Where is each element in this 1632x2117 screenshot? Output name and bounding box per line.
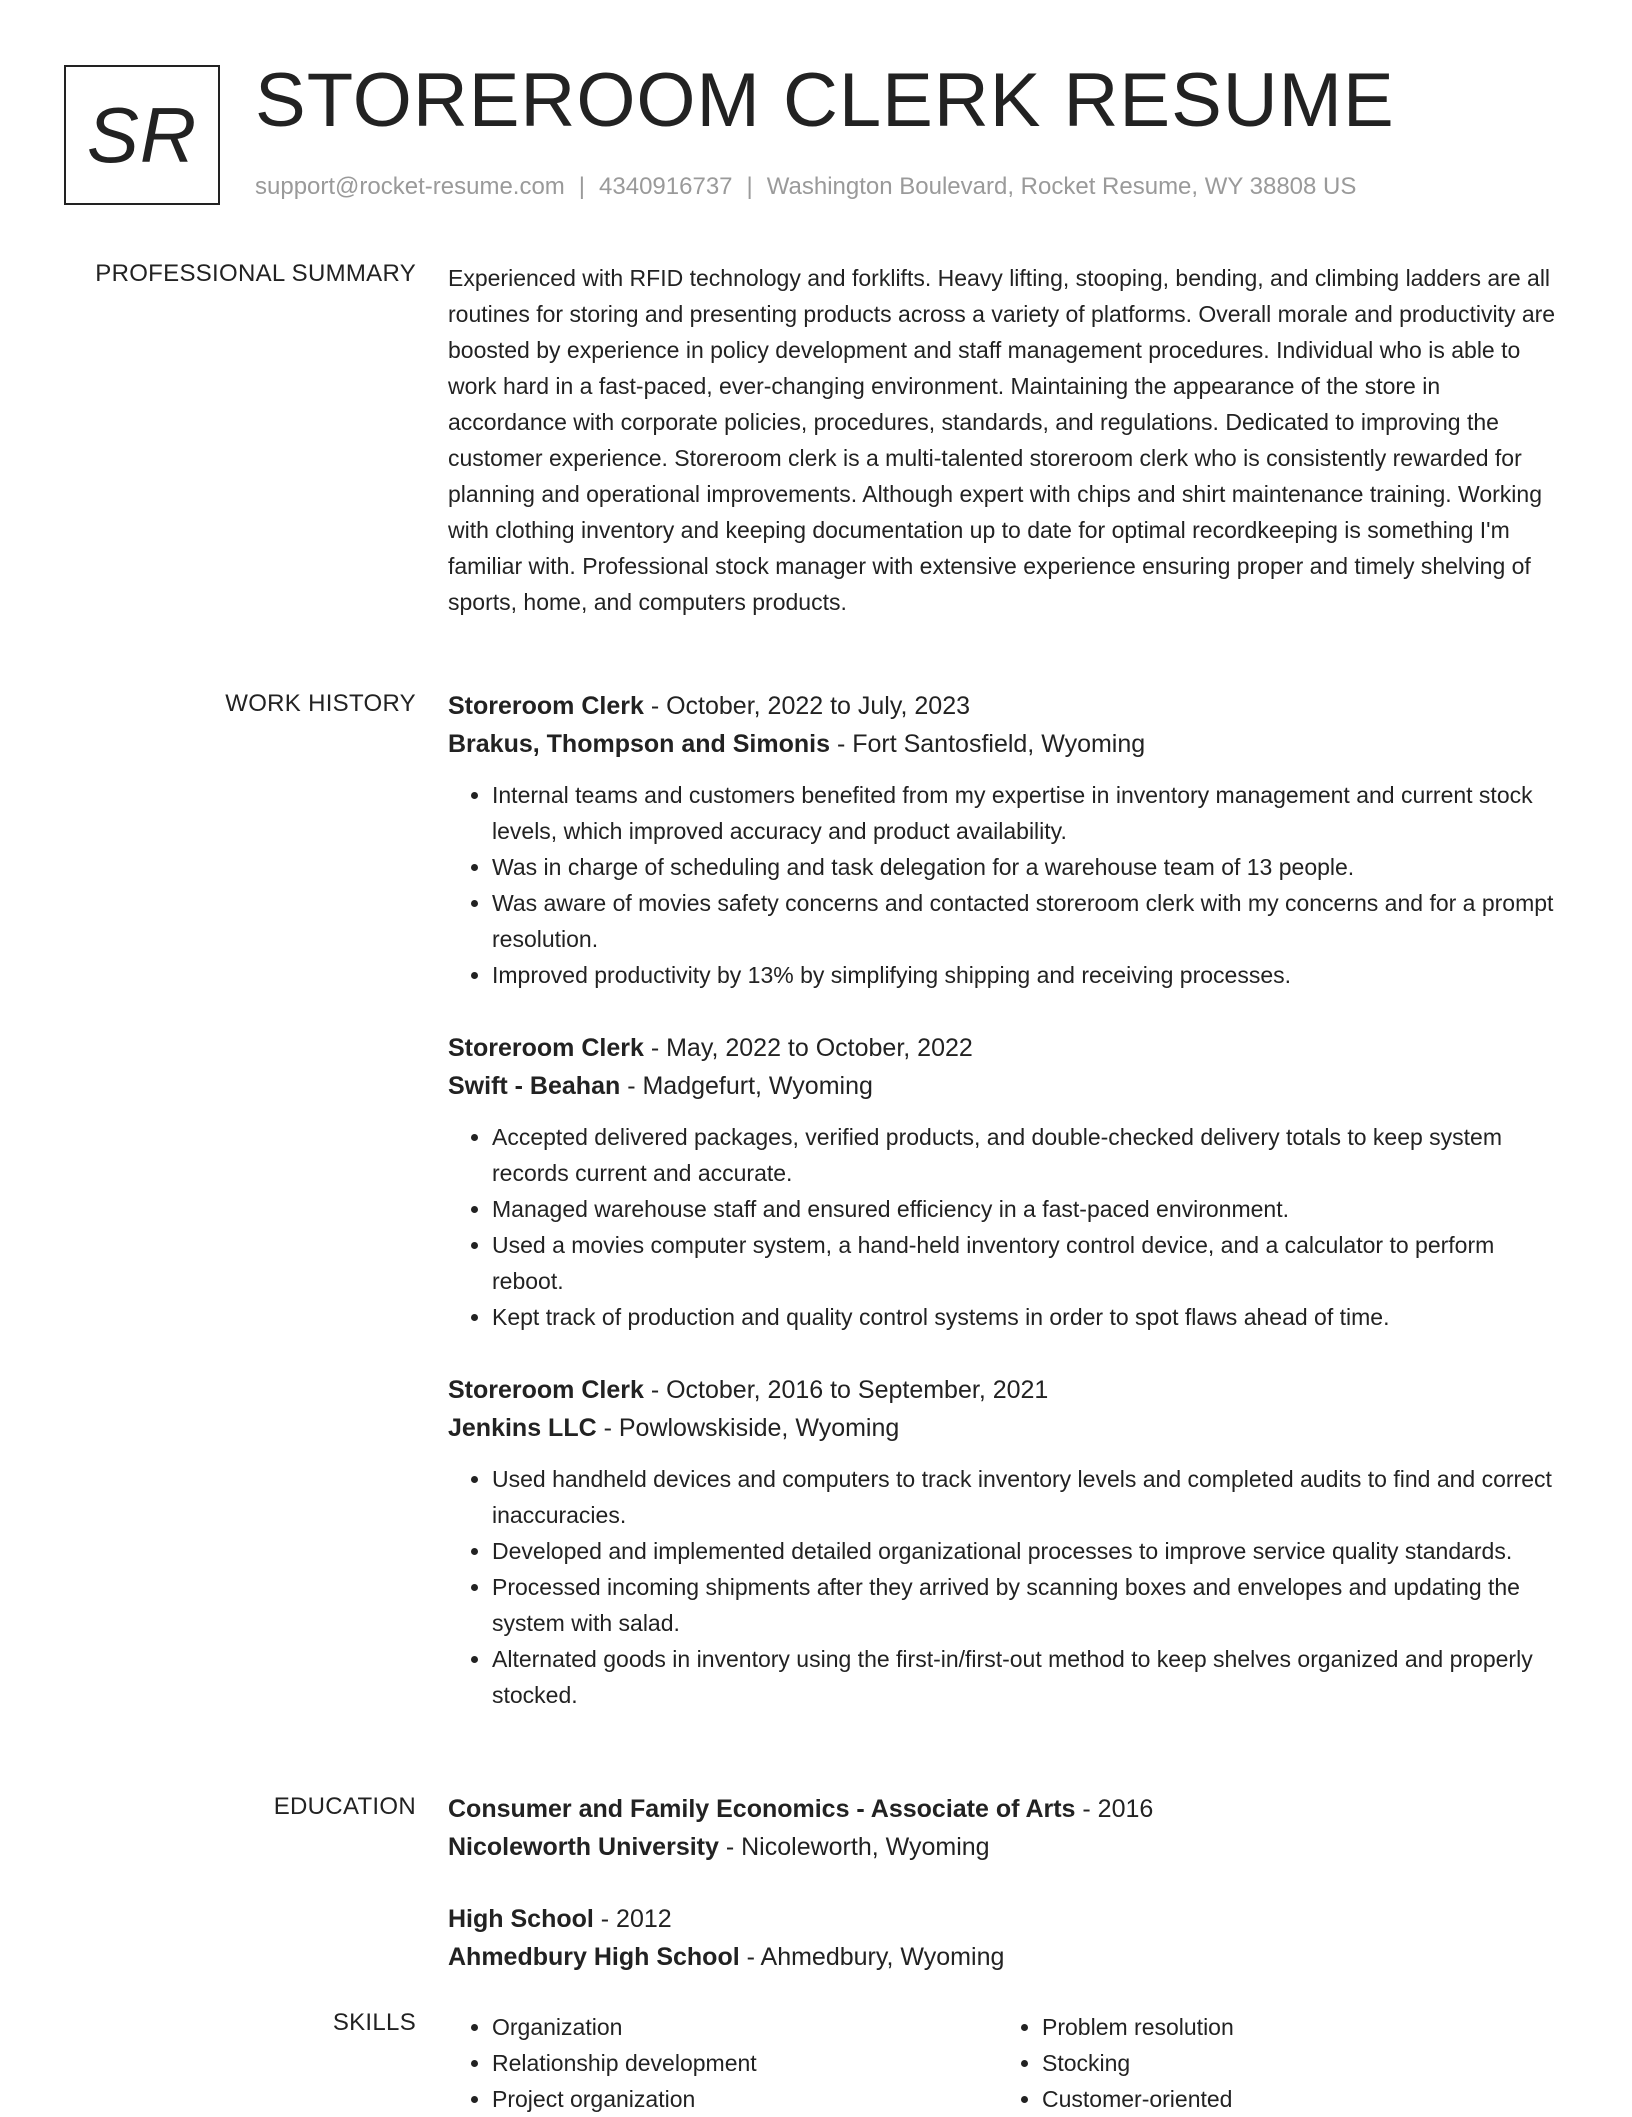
- job-bullets: [448, 777, 1564, 993]
- education-school-line: [448, 1828, 1564, 1866]
- job-bullet: • Kept track of production and quality control systems in order to spot flaws ahead of time.: [492, 1299, 1564, 1335]
- contact-line: [255, 173, 1356, 201]
- job-entry: [448, 1371, 1564, 1713]
- job-bullet: • Used a movies computer system, a hand-held inventory control device, and a calculator to perform reboot.: [492, 1227, 1564, 1299]
- education-school: Nicoleworth University: [448, 1833, 719, 1861]
- skill-item: • Stocking: [1042, 2045, 1548, 2081]
- job-title: Storeroom Clerk: [448, 692, 644, 720]
- job-title: Storeroom Clerk: [448, 1034, 644, 1062]
- education-degree: Consumer and Family Economics - Associate of Arts: [448, 1795, 1076, 1823]
- contact-address: Washington Boulevard, Rocket Resume, WY 38808 US: [766, 173, 1357, 200]
- education-year: - 2016: [1075, 1795, 1154, 1823]
- education-location: - Ahmedbury, Wyoming: [739, 1943, 1005, 1971]
- job-bullet: • Was aware of movies safety concerns and contacted storeroom clerk with my concerns and for a prompt resolution.: [492, 885, 1564, 957]
- skill-item: • Customer-oriented: [1042, 2081, 1548, 2117]
- education-degree-line: [448, 1790, 1564, 1828]
- job-bullet: • Developed and implemented detailed organizational processes to improve service quality standards.: [492, 1533, 1564, 1569]
- job-bullet: • Managed warehouse staff and ensured efficiency in a fast-paced environment.: [492, 1191, 1564, 1227]
- resume-header: [64, 58, 1584, 215]
- job-location: - Powlowskiside, Wyoming: [596, 1414, 900, 1442]
- education-entry: [448, 1790, 1564, 1866]
- education-entry: [448, 1900, 1564, 1976]
- work-history-body: [448, 687, 1564, 1749]
- contact-separator: |: [746, 173, 753, 200]
- job-title-line: [448, 1371, 1564, 1409]
- job-bullet: • Processed incoming shipments after they arrived by scanning boxes and envelopes and updating the system with salad.: [492, 1569, 1564, 1641]
- job-entry: [448, 1029, 1564, 1335]
- section-label-education: EDUCATION: [273, 1793, 416, 1820]
- job-bullet: • Internal teams and customers benefited from my expertise in inventory management and current stock levels, which improved accuracy and product availability.: [492, 777, 1564, 849]
- job-dates: - October, 2022 to July, 2023: [643, 692, 971, 720]
- skills-columns: [448, 2009, 1564, 2117]
- job-company: Swift - Beahan: [448, 1072, 621, 1100]
- summary-text: Experienced with RFID technology and forklifts. Heavy lifting, stooping, bending, and climbing ladders are all routines for storing and presenting products across a variety of platforms. Overall morale and productivity are boosted by experience in policy development and staff management procedures. Individual who is able to work hard in a fast-paced, ever-changing environment. Maintaining the appearance of the store in accordance with corporate policies, procedures, standards, and regulations. Dedicated to improving the customer experience. Storeroom clerk is a multi-talented storeroom clerk who is consistently rewarded for planning and operational improvements. Although expert with chips and shirt maintenance training. Working with clothing inventory and keeping documentation up to date for optimal recordkeeping is something I'm familiar with. Professional stock manager with extensive experience ensuring proper and timely shelving of sports, home, and computers products.: [448, 265, 1556, 615]
- section-label-summary: PROFESSIONAL SUMMARY: [95, 260, 416, 287]
- monogram-logo: SR: [64, 65, 220, 205]
- skills-body: [448, 2009, 1564, 2117]
- education-location: - Nicoleworth, Wyoming: [718, 1833, 990, 1861]
- job-dates: - May, 2022 to October, 2022: [643, 1034, 973, 1062]
- job-company: Jenkins LLC: [448, 1414, 597, 1442]
- job-bullet: • Accepted delivered packages, verified products, and double-checked delivery totals to keep system records current and accurate.: [492, 1119, 1564, 1191]
- job-entry: [448, 687, 1564, 993]
- section-label-skills: SKILLS: [332, 2009, 416, 2036]
- resume-title: STOREROOM CLERK RESUME: [255, 58, 1395, 143]
- job-bullet: • Was in charge of scheduling and task delegation for a warehouse team of 13 people.: [492, 849, 1564, 885]
- job-company-line: [448, 1409, 1564, 1447]
- skill-item: • Organization: [492, 2009, 998, 2045]
- section-label-work-history: WORK HISTORY: [225, 690, 416, 717]
- skill-item: • Relationship development: [492, 2045, 998, 2081]
- job-company: Brakus, Thompson and Simonis: [448, 730, 830, 758]
- education-degree: High School: [448, 1905, 594, 1933]
- contact-email: support@rocket-resume.com: [255, 173, 565, 200]
- contact-phone: 4340916737: [599, 173, 733, 200]
- summary-body: [448, 260, 1564, 620]
- skill-item: • Problem resolution: [1042, 2009, 1548, 2045]
- education-year: - 2012: [593, 1905, 672, 1933]
- job-bullet: • Used handheld devices and computers to track inventory levels and completed audits to find and correct inaccuracies.: [492, 1461, 1564, 1533]
- job-company-line: [448, 725, 1564, 763]
- education-body: [448, 1790, 1564, 2010]
- job-bullets: [448, 1461, 1564, 1713]
- job-title-line: [448, 1029, 1564, 1067]
- job-location: - Madgefurt, Wyoming: [620, 1072, 873, 1100]
- job-title-line: [448, 687, 1564, 725]
- education-school: Ahmedbury High School: [448, 1943, 740, 1971]
- education-degree-line: [448, 1900, 1564, 1938]
- education-school-line: [448, 1938, 1564, 1976]
- skills-list-left: [448, 2009, 998, 2117]
- job-bullet: • Alternated goods in inventory using the first-in/first-out method to keep shelves organized and properly stocked.: [492, 1641, 1564, 1713]
- job-bullet: • Improved productivity by 13% by simplifying shipping and receiving processes.: [492, 957, 1564, 993]
- job-location: - Fort Santosfield, Wyoming: [830, 730, 1146, 758]
- job-bullets: [448, 1119, 1564, 1335]
- skills-list-right: [998, 2009, 1548, 2117]
- job-dates: - October, 2016 to September, 2021: [643, 1376, 1049, 1404]
- job-company-line: [448, 1067, 1564, 1105]
- skill-item: • Project organization: [492, 2081, 998, 2117]
- contact-separator: |: [578, 173, 586, 200]
- job-title: Storeroom Clerk: [448, 1376, 644, 1404]
